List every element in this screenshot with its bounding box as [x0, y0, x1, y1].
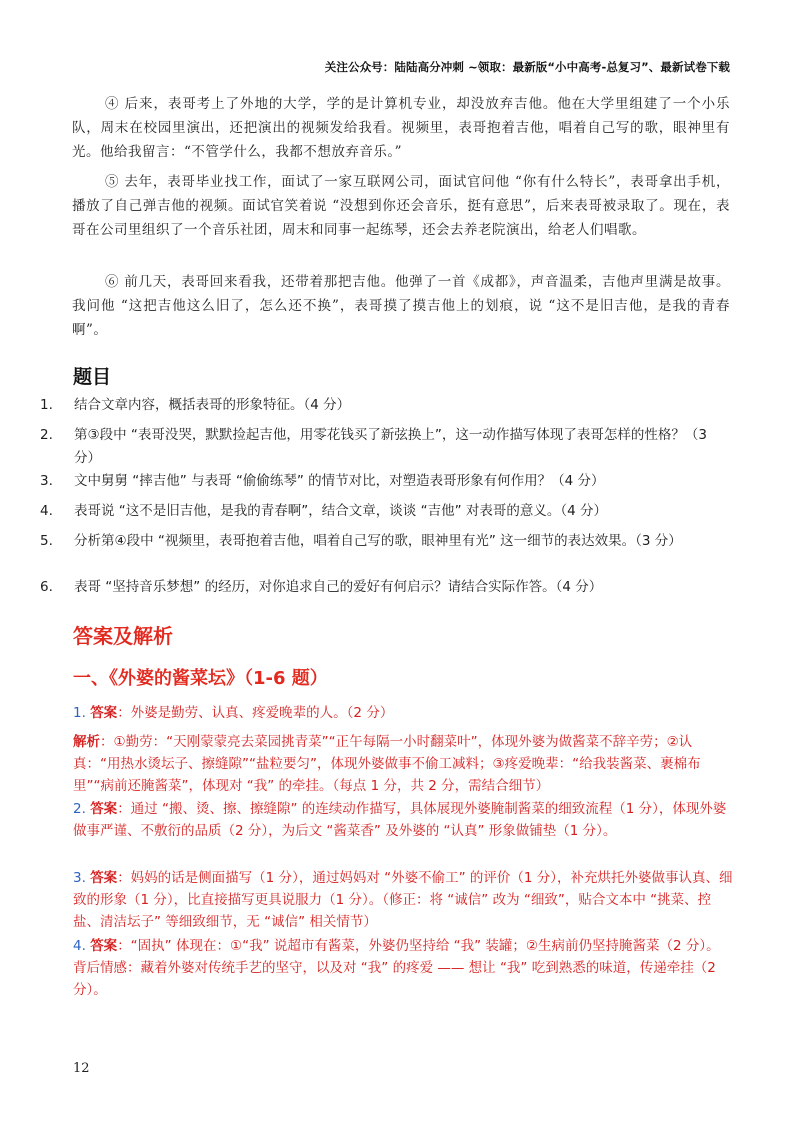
question-text: 文中舅舅 “摔吉他” 与表哥 “偷偷练琴” 的情节对比，对塑造表哥形象有何作用？（4 分） [74, 473, 605, 489]
answer-1 [73, 702, 733, 724]
question-text: 结合文章内容，概括表哥的形象特征。（4 分） [74, 397, 351, 413]
answer-2 [73, 798, 733, 842]
passage-text: ④ 后来，表哥考上了外地的大学，学的是计算机专业，却没放弃吉他。他在大学里组建了一个小乐队，周末在校园里演出，还把演出的视频发给我看。视频里，表哥抱着吉他，唱着自己写的歌，眼神里有光。他给我留言：“不管学什么，我都不想放弃音乐。” [72, 96, 730, 160]
answer-3 [73, 867, 733, 933]
answer-label: 答案 [90, 870, 118, 886]
answer-number: 1. [73, 705, 86, 721]
analysis-label: 解析 [73, 734, 100, 750]
passage-paragraph-5 [72, 170, 730, 242]
answer-text: ：通过 “搬、烫、擦、擦缝隙” 的连续动作描写，具体展现外婆腌制酱菜的细致流程（1 分），体现外婆做事严谨、不敷衍的品质（2 分），为后文 “酱菜香” 及外婆的 “认真” 形象做铺垫（1 分）。 [73, 801, 727, 839]
question-number: 4. [40, 503, 53, 519]
questions-title: 题目 [73, 366, 112, 388]
answer-number: 2. [73, 801, 86, 817]
question-text: 表哥说 “这不是旧吉他，是我的青春啊”，结合文章，谈谈 “吉他” 对表哥的意义。（4 分） [74, 503, 607, 519]
answer-text: ：“固执” 体现在：①“我” 说超市有酱菜，外婆仍坚持给 “我” 装罐；②生病前仍坚持腌酱菜（2 分）。背后情感：藏着外婆对传统手艺的坚守，以及对 “我” 的疼爱 —— 想让 “我” 吃到熟悉的味道，传递牵挂（2 分）。 [73, 938, 720, 998]
page-number: 12 [73, 1061, 90, 1076]
page-header: 关注公众号：陆陆高分冲刺 ~领取：最新版“小中高考-总复习”、最新试卷下载 [324, 60, 730, 74]
answer-number: 4. [73, 938, 86, 954]
answer-1-analysis [73, 731, 733, 797]
question-number: 1. [40, 397, 53, 413]
answer-text: ：外婆是勤劳、认真、疼爱晚辈的人。（2 分） [117, 705, 394, 721]
answer-label: 答案 [90, 801, 118, 817]
question-number: 3. [40, 473, 53, 489]
question-number: 2. [40, 427, 53, 443]
answer-label: 答案 [90, 938, 118, 954]
answer-text: ：妈妈的话是侧面描写（1 分），通过妈妈对 “外婆不偷工” 的评价（1 分），补充烘托外婆做事认真、细致的形象（1 分），比直接描写更具说服力（1 分）。（修正：将 “诚信” 改为 “细致”，贴合文本中 “挑菜、控盐、清洁坛子” 等细致细节，无 “诚信” 相关情节） [73, 870, 733, 930]
answer-4 [73, 935, 733, 1001]
answers-section-title: 一、《外婆的酱菜坛》（1-6 题） [73, 668, 328, 689]
passage-text: ⑥ 前几天，表哥回来看我，还带着那把吉他。他弹了一首《成都》，声音温柔，吉他声里满是故事。我问他 “这把吉他这么旧了，怎么还不换”，表哥摸了摸吉他上的划痕，说 “这不是旧吉他，是我的青春啊”。 [72, 274, 730, 338]
question-number: 5. [40, 533, 53, 549]
answer-number: 3. [73, 870, 86, 886]
answer-label: 答案 [90, 705, 118, 721]
passage-paragraph-4 [72, 92, 730, 164]
answers-title: 答案及解析 [73, 624, 173, 648]
question-text: 表哥 “坚持音乐梦想” 的经历，对你追求自己的爱好有何启示？请结合实际作答。（4 分） [74, 579, 603, 595]
analysis-text: ：①勤劳：“天刚蒙蒙亮去菜园挑青菜”“正午每隔一小时翻菜叶”，体现外婆为做酱菜不辞辛劳；②认真：“用热水烫坛子、擦缝隙”“盐粒要匀”，体现外婆做事不偷工减料；③疼爱晚辈：“给我装酱菜、裹棉布里”“病前还腌酱菜”，体现对 “我” 的牵挂。（每点 1 分，共 2 分，需结合细节） [73, 734, 701, 794]
passage-text: ⑤ 去年，表哥毕业找工作，面试了一家互联网公司，面试官问他 “你有什么特长”，表哥拿出手机，播放了自己弹吉他的视频。面试官笑着说 “没想到你还会音乐，挺有意思”，后来表哥被录取了。现在，表哥在公司里组织了一个音乐社团，周末和同事一起练琴，还会去养老院演出，给老人们唱歌。 [72, 174, 730, 238]
question-text: 分析第④段中 “视频里，表哥抱着吉他，唱着自己写的歌，眼神里有光” 这一细节的表达效果。（3 分） [74, 533, 682, 549]
question-number: 6. [40, 579, 53, 595]
question-text: 第③段中 “表哥没哭，默默捡起吉他，用零花钱买了新弦换上”，这一动作描写体现了表哥怎样的性格？（3 分） [74, 427, 707, 466]
passage-paragraph-6 [72, 270, 730, 342]
